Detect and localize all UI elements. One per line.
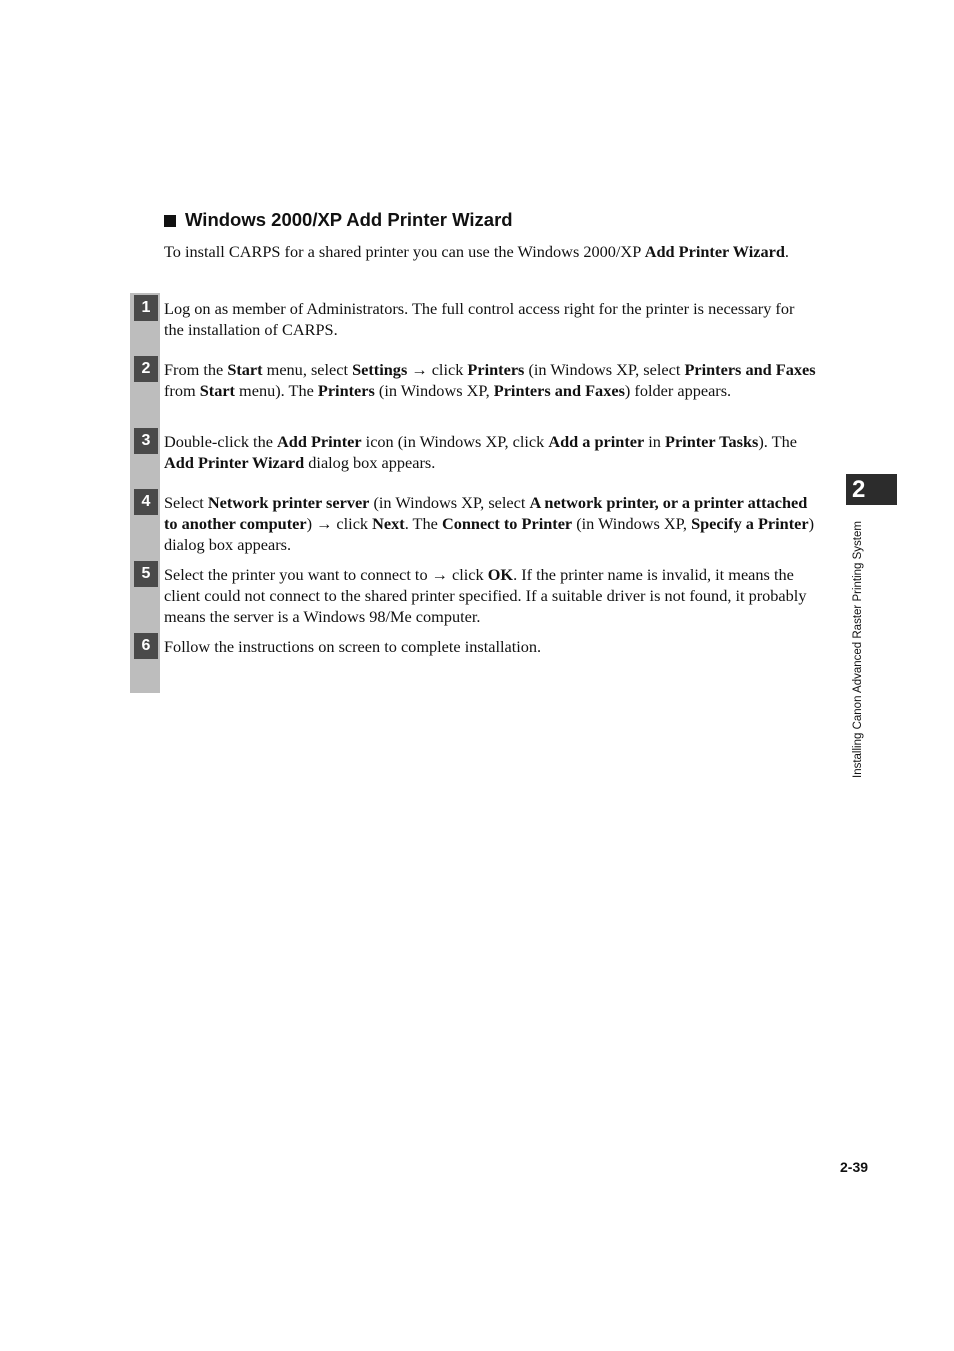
step-number-2: 2 bbox=[134, 356, 158, 382]
step-text-1: Log on as member of Administrators. The full control access right for the printer is necessary for the installation of CARPS. bbox=[164, 299, 795, 339]
step-text-3: Double-click the Add Printer icon (in Windows XP, click Add a printer in Printer Tasks). The Add Printer Wizard dialog box appears. bbox=[164, 432, 797, 472]
step-number-4: 4 bbox=[134, 489, 158, 515]
step-text-5: Select the printer you want to connect to → click OK. If the printer name is invalid, it means the client could not connect to the shared printer specified. If a suitable driver is not found, it probably means the server is a Windows 98/Me computer. bbox=[164, 565, 807, 626]
intro-paragraph: To install CARPS for a shared printer you can use the Windows 2000/XP Add Printer Wizard. bbox=[164, 242, 789, 261]
step-number-1: 1 bbox=[134, 295, 158, 321]
step-number-3: 3 bbox=[134, 428, 158, 454]
section-heading bbox=[164, 208, 513, 232]
section-title: Windows 2000/XP Add Printer Wizard bbox=[185, 209, 513, 230]
chapter-tab: 2 bbox=[846, 474, 897, 505]
chapter-label: Installing Canon Advanced Raster Printing System bbox=[852, 521, 864, 778]
step-text-6: Follow the instructions on screen to complete installation. bbox=[164, 637, 542, 656]
square-bullet-icon bbox=[164, 215, 176, 227]
step-text-2: From the Start menu, select Settings → click Printers (in Windows XP, select Printers and Faxes from Start menu). The Printers (in Windows XP, Printers and Faxes) folder appears. bbox=[164, 360, 816, 400]
step-text-4: Select Network printer server (in Windows XP, select A network printer, or a printer attached to another computer) → click Next. The Connect to Printer (in Windows XP, Specify a Printer) dialog box appears. bbox=[164, 493, 815, 554]
step-number-5: 5 bbox=[134, 561, 158, 587]
page-number: 2-39 bbox=[840, 1159, 869, 1175]
step-number-6: 6 bbox=[134, 633, 158, 659]
